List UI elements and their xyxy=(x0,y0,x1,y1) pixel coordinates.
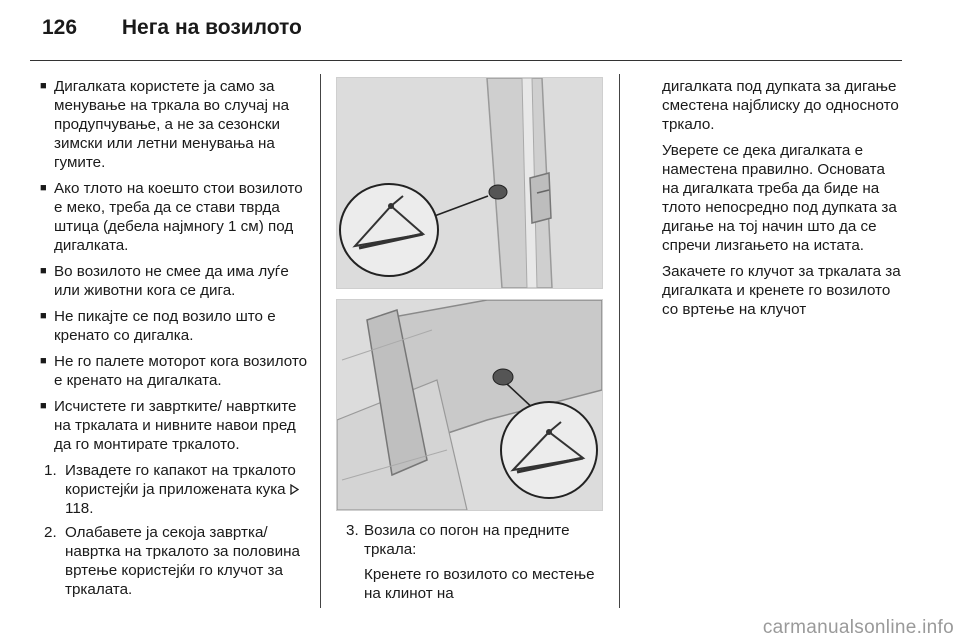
jack-detail-bottom-illustration xyxy=(336,299,603,511)
bullet-marker: ■ xyxy=(40,182,47,194)
bullet-item: ■ Исчистете ги завртките/ навртките на тркалата и нивните навои пред да го монтирате тркалото. xyxy=(40,398,297,453)
step-text: Возила со погон на предните тркала: xyxy=(364,522,570,558)
bullet-item: ■ Во возилото не смее да има луѓе или животни кога се дига. xyxy=(40,263,289,299)
watermark: carmanualsonline.info xyxy=(762,617,954,638)
step-item: 1. Извадете го капакот на тркалото користејќи ја приложената кука 118. xyxy=(30,461,312,518)
step-item xyxy=(346,521,610,603)
bullet-marker: ■ xyxy=(40,355,47,367)
column-3 xyxy=(662,77,904,326)
step-number: 3. xyxy=(346,522,359,539)
bullet-marker: ■ xyxy=(40,265,47,277)
step-number: 1. xyxy=(44,462,57,479)
bullet-marker: ■ xyxy=(40,400,47,412)
step-number: 2. xyxy=(44,524,57,541)
bullet-marker: ■ xyxy=(40,80,47,92)
column-divider-left xyxy=(320,74,321,608)
paragraph: дигалката под дупката за дигање сместена најблиску до односното тркало. xyxy=(662,78,899,133)
bullet-item: ■ Дигалката користете ја само за менување на тркала во случај на продупчување, а не за сезонски зимски или летни менувања на гумите. xyxy=(40,78,290,171)
page-reference-icon[interactable] xyxy=(290,481,299,492)
column-1 xyxy=(30,77,312,604)
bullet-item: ■ Не пикајте се под возило што е кренато со дигалка. xyxy=(40,308,276,344)
page-number: 126 xyxy=(42,16,78,39)
paragraph: Закачете го клучот за тркалата за дигалката и кренете го возилото со вртење на клучот xyxy=(662,263,901,318)
bullet-marker: ■ xyxy=(40,310,47,322)
step-subtext: Кренете го возилото со местење на клинот на xyxy=(364,566,595,602)
bullet-item: ■ Ако тлото на коешто стои возилото е меко, треба да се стави тврда штица (дебела најмногу 1 см) под дигалката. xyxy=(40,180,303,254)
column-divider-right xyxy=(619,74,620,608)
header-rule xyxy=(30,60,902,61)
step-item: 2. Олабавете ја секоја завртка/ навртка на тркалото за половина вртење користејќи го клучот за тркалата. xyxy=(44,524,300,598)
jack-detail-top-illustration xyxy=(336,77,603,289)
paragraph: Уверете се дека дигалката е наместена правилно. Основата на дигалката треба да биде на тлото непосредно под дупката за дигање на тој начин што да се спречи лизгањето на истата. xyxy=(662,142,897,254)
page-reference[interactable]: 118. xyxy=(65,500,94,517)
page-header xyxy=(42,16,302,40)
section-title: Нега на возилото xyxy=(121,16,302,39)
bullet-item: ■ Не го палете моторот кога возилото е кренато на дигалката. xyxy=(40,353,308,389)
